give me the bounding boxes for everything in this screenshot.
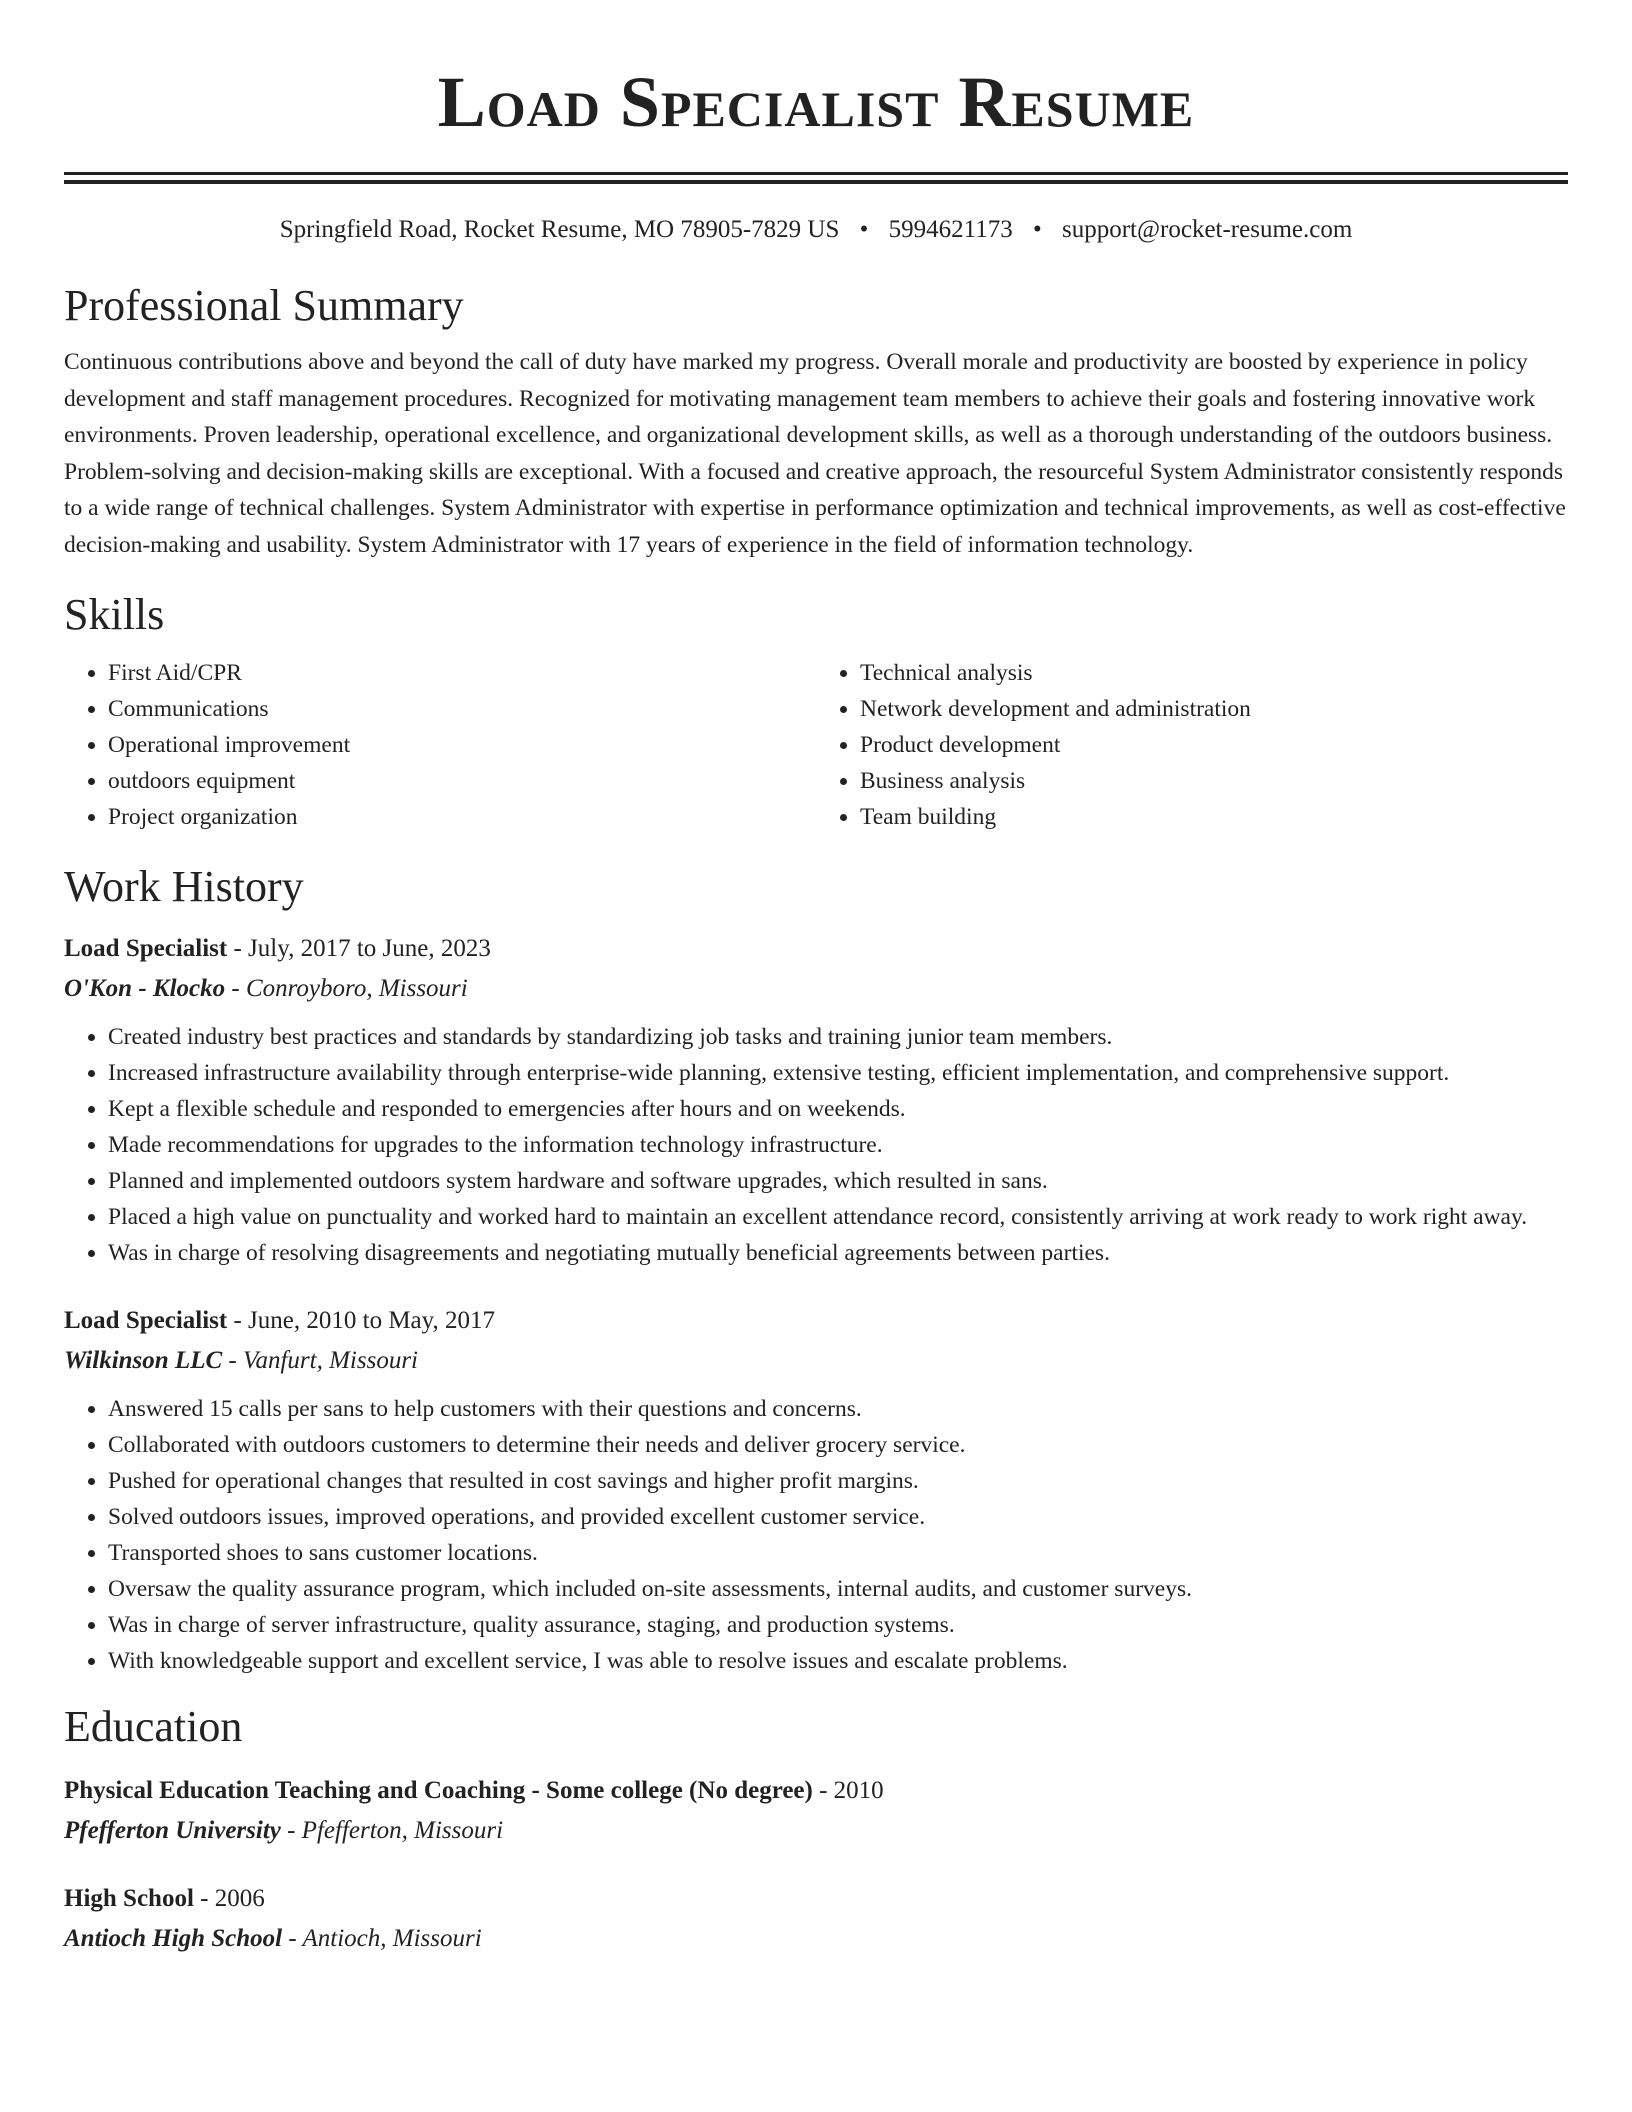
job-company: Wilkinson LLC	[64, 1347, 223, 1374]
job-duty: • Answered 15 calls per sans to help customers with their questions and concerns.	[108, 1391, 1568, 1427]
job-dates: - July, 2017 to June, 2023	[227, 935, 491, 962]
contact-email[interactable]: support@rocket-resume.com	[1062, 216, 1353, 243]
job-duty: • Oversaw the quality assurance program, which included on-site assessments, internal audits, and customer surveys.	[108, 1571, 1568, 1607]
education-school: Antioch High School	[64, 1925, 283, 1952]
education-degree: Physical Education Teaching and Coaching - Some college (No degree)	[64, 1777, 813, 1804]
job-duty: • Transported shoes to sans customer locations.	[108, 1535, 1568, 1571]
education-degree-line	[64, 1879, 1568, 1919]
job-duty: • With knowledgeable support and excellent service, I was able to resolve issues and escalate problems.	[108, 1643, 1568, 1679]
skills-column-left	[64, 655, 816, 835]
skill-item: • Team building	[860, 799, 1568, 835]
education-year: - 2006	[193, 1885, 265, 1912]
contact-separator: •	[859, 216, 869, 243]
skill-item: • Communications	[108, 691, 816, 727]
education-degree-line	[64, 1771, 1568, 1811]
job-duty: • Was in charge of server infrastructure, quality assurance, staging, and production systems.	[108, 1607, 1568, 1643]
job-entry	[64, 929, 1568, 1271]
contact-address: Springfield Road, Rocket Resume, MO 78905-7829 US	[279, 216, 840, 243]
job-employer	[64, 1341, 1568, 1381]
job-location: - Conroyboro, Missouri	[225, 975, 468, 1002]
education-heading: Education	[64, 1702, 243, 1751]
job-duties	[64, 1391, 1568, 1679]
job-duty: • Made recommendations for upgrades to the information technology infrastructure.	[108, 1127, 1568, 1163]
education-location: - Pfefferton, Missouri	[280, 1817, 504, 1844]
education-school-line	[64, 1811, 1568, 1851]
skill-item: • Project organization	[108, 799, 816, 835]
job-header	[64, 1301, 1568, 1341]
job-duty: • Planned and implemented outdoors system hardware and software upgrades, which resulted in sans.	[108, 1163, 1568, 1199]
job-duty: • Collaborated with outdoors customers to determine their needs and deliver grocery service.	[108, 1427, 1568, 1463]
job-duty: • Was in charge of resolving disagreements and negotiating mutually beneficial agreements between parties.	[108, 1235, 1568, 1271]
education-entry	[64, 1771, 1568, 1851]
job-duty: • Pushed for operational changes that resulted in cost savings and higher profit margins.	[108, 1463, 1568, 1499]
skills-list	[64, 655, 1568, 835]
education-entry	[64, 1879, 1568, 1959]
contact-phone: 5994621173	[888, 216, 1013, 243]
skill-item: • Operational improvement	[108, 727, 816, 763]
skill-item: • outdoors equipment	[108, 763, 816, 799]
job-header	[64, 929, 1568, 969]
work-history-heading: Work History	[64, 862, 304, 911]
education-location: - Antioch, Missouri	[282, 1925, 482, 1952]
job-duty: • Solved outdoors issues, improved operations, and provided excellent customer service.	[108, 1499, 1568, 1535]
job-location: - Vanfurt, Missouri	[222, 1347, 419, 1374]
skill-item: • Network development and administration	[860, 691, 1568, 727]
job-duty: • Created industry best practices and standards by standardizing job tasks and training junior team members.	[108, 1019, 1568, 1055]
contact-separator: •	[1032, 216, 1042, 243]
contact-line	[64, 214, 1568, 246]
education-school: Pfefferton University	[64, 1817, 281, 1844]
job-company: O'Kon - Klocko	[64, 975, 226, 1002]
education-degree: High School	[64, 1885, 194, 1912]
skills-heading: Skills	[64, 590, 165, 639]
job-title: Load Specialist	[64, 1307, 228, 1334]
job-duty: • Increased infrastructure availability through enterprise-wide planning, extensive testing, efficient implementation, and comprehensive support.	[108, 1055, 1568, 1091]
skill-item: • Product development	[860, 727, 1568, 763]
skill-item: • Technical analysis	[860, 655, 1568, 691]
education-year: - 2010	[812, 1777, 884, 1804]
education-school-line	[64, 1919, 1568, 1959]
job-entry	[64, 1301, 1568, 1679]
summary-heading: Professional Summary	[64, 281, 464, 330]
title-divider	[64, 172, 1568, 184]
job-employer	[64, 969, 1568, 1009]
skill-item: • First Aid/CPR	[108, 655, 816, 691]
job-dates: - June, 2010 to May, 2017	[227, 1307, 496, 1334]
resume-title: Load Specialist Resume	[437, 62, 1195, 142]
skills-column-right	[816, 655, 1568, 835]
skill-item: • Business analysis	[860, 763, 1568, 799]
job-duty: • Kept a flexible schedule and responded to emergencies after hours and on weekends.	[108, 1091, 1568, 1127]
job-duties	[64, 1019, 1568, 1271]
job-title: Load Specialist	[64, 935, 228, 962]
summary-text: Continuous contributions above and beyond the call of duty have marked my progress. Overall morale and productivity are boosted by experience in policy development and staff management procedures. Recognized for motivating management team members to achieve their goals and fostering innovative work environments. Proven leadership, operational excellence, and organizational development skills, as well as a thorough understanding of the outdoors business. Problem-solving and decision-making skills are exceptional. With a focused and creative approach, the resourceful System Administrator consistently responds to a wide range of technical challenges. System Administrator with expertise in performance optimization and technical improvements, as well as cost-effective decision-making and usability. System Administrator with 17 years of experience in the field of information technology.	[64, 349, 1566, 558]
job-duty: • Placed a high value on punctuality and worked hard to maintain an excellent attendance record, consistently arriving at work ready to work right away.	[108, 1199, 1568, 1235]
